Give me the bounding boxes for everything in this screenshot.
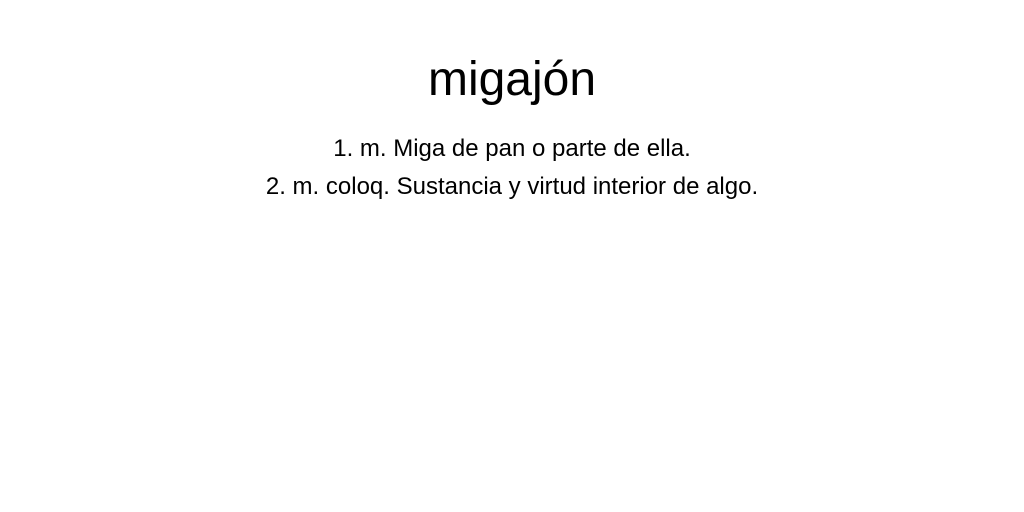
definition-1: 1. m. Miga de pan o parte de ella. <box>333 135 691 162</box>
definition-list <box>0 130 1024 206</box>
headword: migajón <box>427 53 597 106</box>
definition-2: 2. m. coloq. Sustancia y virtud interior de algo. <box>265 173 759 200</box>
